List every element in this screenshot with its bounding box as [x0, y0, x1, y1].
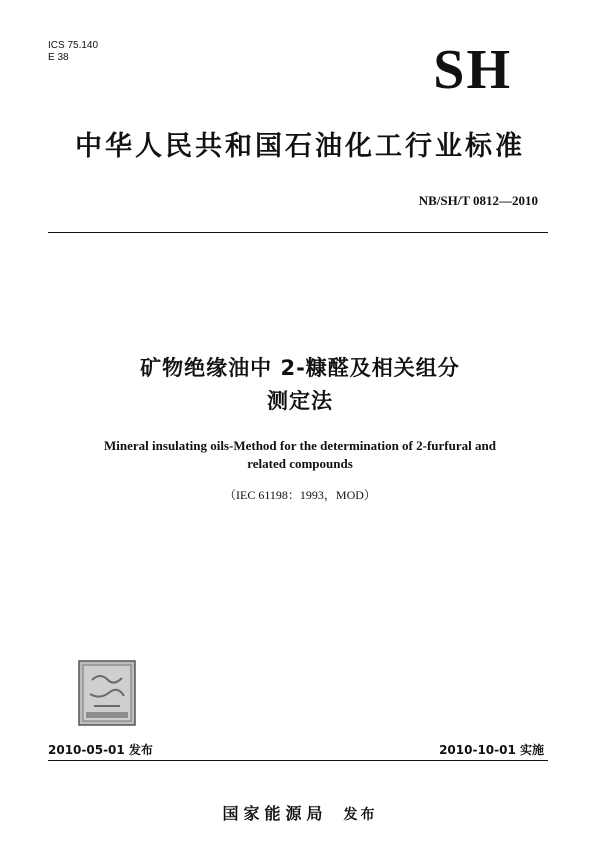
industry-standard-title: 中华人民共和国石油化工行业标准	[75, 131, 525, 162]
publisher-verb: 发布	[343, 807, 378, 823]
category-code: E 38	[48, 52, 69, 63]
standard-mark: SH	[433, 39, 512, 101]
document-title-en-line1: Mineral insulating oils-Method for the determination of 2-furfural and	[104, 438, 496, 453]
standard-number: NB/SH/T 0812—2010	[418, 193, 538, 208]
issue-date: 2010-05-01 发布	[48, 743, 153, 757]
document-title-cn-line1: 矿物绝缘油中 2-糠醛及相关组分	[140, 356, 460, 380]
publisher	[0, 801, 600, 824]
classification-codes	[48, 40, 98, 64]
adoption-note: （IEC 61198：1993，MOD）	[224, 488, 376, 502]
document-title-en-line2: related compounds	[247, 456, 353, 471]
ics-code: ICS 75.140	[48, 40, 99, 51]
footer-divider	[48, 760, 548, 761]
document-title-cn-line2: 测定法	[267, 389, 333, 413]
header-divider	[48, 232, 548, 233]
official-seal-stamp	[78, 660, 136, 726]
implementation-date: 2010-10-01 实施	[439, 743, 544, 757]
publisher-name: 国家能源局	[222, 804, 328, 823]
